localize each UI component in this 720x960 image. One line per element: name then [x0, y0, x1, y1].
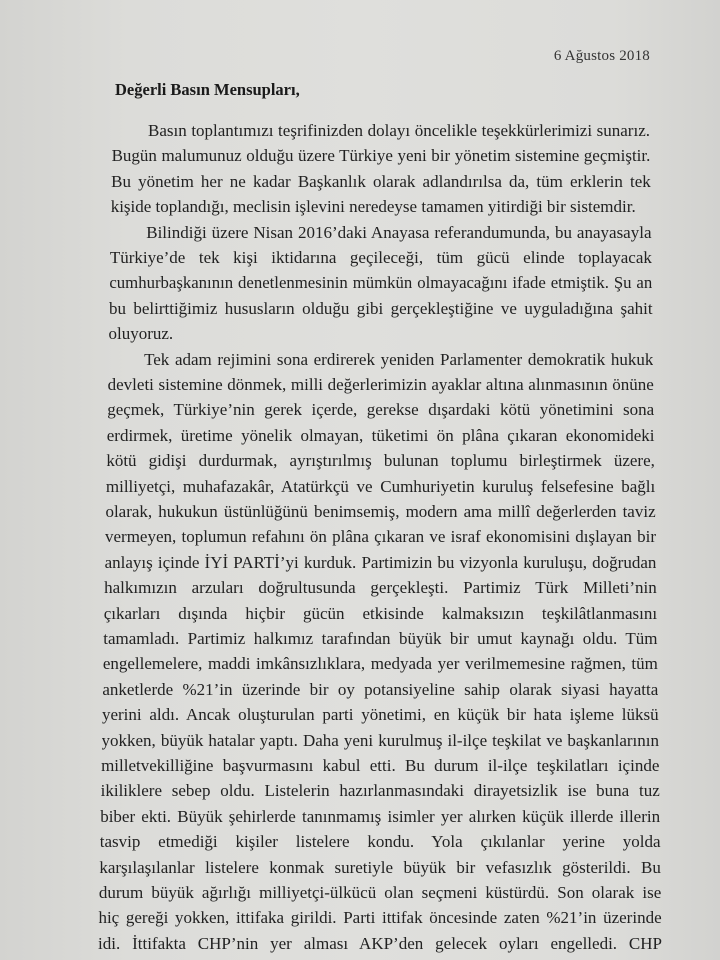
body-line: halkımızın arzuları doğrultusunda gerçekleşti. Partimiz Türk Milleti’nin: [104, 578, 657, 598]
body-line: Basın toplantımızı teşrifinizden dolayı öncelikle teşekkürlerimizi sunarız.: [148, 121, 650, 140]
body-line: ikiliklere sebep oldu. Listelerin hazırlanmasındaki dirayetsizlik ise buna tuz: [100, 781, 660, 801]
body-line: devleti sistemine dönmek, milli değerlerimizin ayaklar altına alınmasının önüne: [107, 375, 654, 394]
body-line: vermeyen, toplumun refahını ön plâna çıkaran ve israf ekonomisini dışlayan bir: [105, 527, 656, 547]
body-line: biber ekti. Büyük şehirlerde tanınmamış isimler yer alırken küçük illerde illerin: [100, 806, 661, 826]
body-line: olarak, hukukun üstünlüğünü benimsemiş, modern ama millî değerlerden taviz: [105, 502, 656, 521]
body-line: Bugün malumunuz olduğu üzere Türkiye yeni bir yönetim sistemine geçmiştir.: [111, 146, 651, 166]
body-line: idi. İttifakta CHP’nin yer alması AKP’den gelecek oyları engelledi. CHP: [98, 933, 662, 953]
body-line: cumhurbaşkanının denetlenmesinin mümkün olmayacağını ifade etmiştik. Şu an: [109, 273, 653, 293]
body-line: anlayış içinde İYİ PARTİ’yi kurduk. Partimizin bu vizyonla kuruluşu, doğrudan: [104, 552, 657, 572]
body-line: tamamladı. Partimiz halkımız tarafından büyük bir umut kaynağı oldu. Tüm: [103, 629, 658, 648]
body-line: yokken, büyük hatalar yaptı. Daha yeni kurulmuş il-ilçe teşkilat ve başkanlarının: [101, 730, 659, 750]
body-line: Tek adam rejimini sona erdirerek yeniden Parlamenter demokratik hukuk: [144, 349, 654, 369]
body-line: tasvip etmediği kişiler listelere kondu. Yola çıkılanlar yerine yolda: [99, 832, 661, 852]
body-line: bu belirttiğimiz hususların olduğu gibi gerçekleştiğine ve uyguladığına şahit: [108, 298, 653, 318]
body-line: oluyoruz.: [108, 324, 174, 344]
body-line: kişide toplandığı, meclisin işlevini neredeyse tamamen yitirdiği bir sistemdir.: [110, 197, 636, 217]
body-line: Türkiye’de tek kişi iktidarına geçileceği, tüm gücü elinde toplayacak: [109, 248, 652, 267]
body-line: engellemelere, maddi imkânsızlıklara, medyada yer verilmemesine rağmen, tüm: [102, 654, 658, 674]
body-line: çıkarları dışında hiçbir gücün etkisinde kalmaksızın teşkilâtlanmasını: [103, 603, 658, 623]
body-line: durum büyük ağırlığı milliyetçi-ülkücü olan seçmeni küstürdü. Son olarak ise: [98, 883, 662, 902]
body-line: Bilindiği üzere Nisan 2016’daki Anayasa referandumunda, bu anayasayla: [146, 222, 652, 242]
body-line: anketlerde %21’in üzerinde bir oy potansiyeline sahip olarak siyasi hayatta: [102, 679, 659, 699]
body-line: yerini aldı. Ancak oluşturulan parti yönetimi, en küçük bir hata işleme lüksü: [101, 705, 659, 725]
body-line: milletvekilliğine başvurmasını kabul etti. Bu durum il-ilçe teşkilatları içinde: [101, 756, 660, 775]
body-line: hiç gereği yokken, ittifaka girildi. Parti ittifak öncesinde zaten %21’in üzerinde: [98, 908, 662, 928]
body-line: erdirmek, üretime yönelik olmayan, tüketimi ön plâna çıkaran ekonomideki: [106, 425, 655, 445]
letter-salutation: Değerli Basın Mensupları,: [115, 80, 300, 99]
body-line: geçmek, Türkiye’nin gerek içerde, gerekse dışardaki kötü yönetimini sona: [107, 400, 655, 420]
body-line: kötü gidişi durdurmak, ayrıştırılmış bulunan toplumu birleştirmek üzere,: [106, 451, 655, 471]
body-line: karşılaşılanlar listelere konmak suretiyle büyük bir vefasızlık gösterildi. Bu: [99, 857, 661, 877]
body-line: milliyetçi, muhafazakâr, Atatürkçü ve Cumhuriyetin kuruluş felsefesine bağlı: [105, 476, 656, 496]
letter-date: 6 Ağustos 2018: [553, 48, 650, 64]
body-line: Bu yönetim her ne kadar Başkanlık olarak adlandırılsa da, tüm erklerin tek: [111, 171, 651, 191]
